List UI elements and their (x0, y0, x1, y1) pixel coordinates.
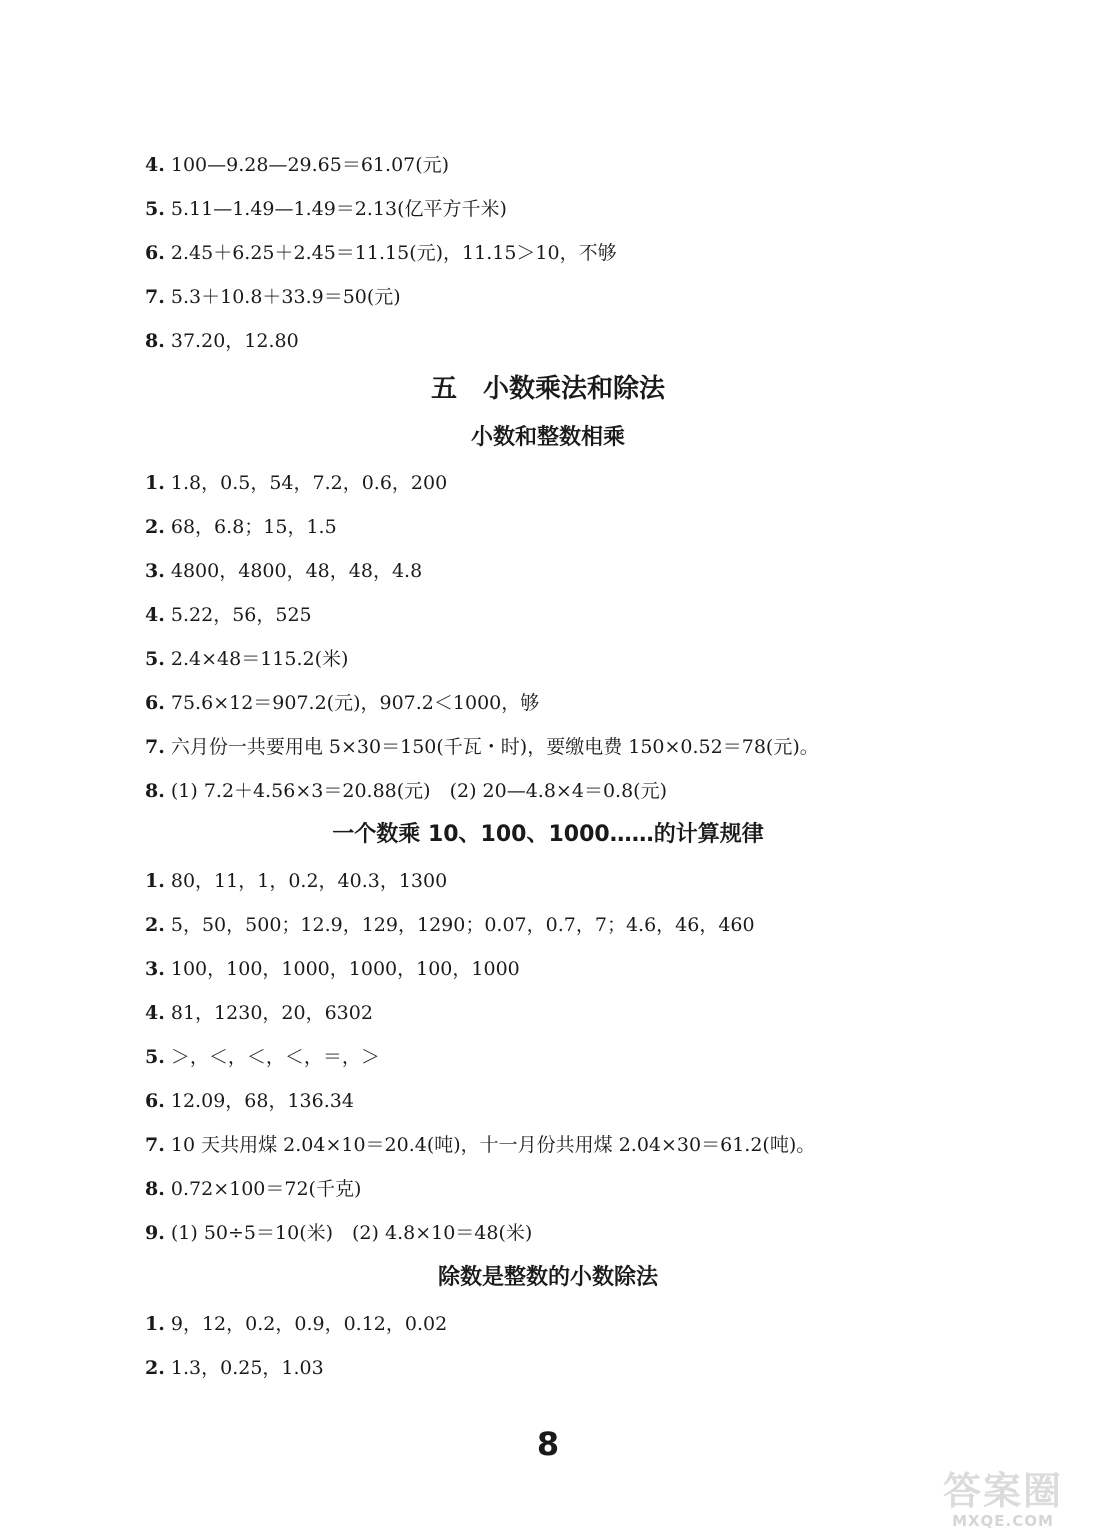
item-number: 4. (145, 1002, 165, 1024)
item-number: 2. (145, 1357, 165, 1379)
answer-item (145, 1044, 380, 1070)
item-text: 37.20，12.80 (164, 330, 299, 352)
item-text: 100，100，1000，1000，100，1000 (164, 958, 520, 980)
answer-item (145, 558, 422, 584)
answer-item (145, 1088, 354, 1114)
item-number: 7. (145, 736, 165, 758)
item-number: 5. (145, 198, 165, 220)
item-text: 1.8，0.5，54，7.2，0.6，200 (164, 472, 448, 494)
answer-item (145, 1176, 361, 1202)
answer-item (145, 1000, 373, 1026)
answer-item (145, 1220, 532, 1246)
answer-item (145, 240, 617, 266)
watermark-site-text: MXQE.COM (952, 1512, 1054, 1530)
item-number: 7. (145, 286, 165, 308)
answer-item (145, 1311, 447, 1337)
chapter-title: 五 小数乘法和除法 (430, 374, 665, 404)
answer-item (145, 470, 447, 496)
item-number: 4. (145, 604, 165, 626)
item-text: 4800，4800，48，48，4.8 (164, 560, 423, 582)
answer-item (145, 690, 539, 716)
item-text: 5.22，56，525 (164, 604, 312, 626)
item-text: 12.09，68，136.34 (164, 1090, 354, 1112)
answer-item (145, 912, 755, 938)
item-text: 68，6.8；15，1.5 (164, 516, 337, 538)
watermark-logo (918, 1460, 1088, 1530)
item-number: 6. (145, 692, 165, 714)
item-text: 5.3＋10.8＋33.9＝50(元) (164, 286, 401, 308)
item-number: 3. (145, 958, 165, 980)
item-text: 5.11—1.49—1.49＝2.13(亿平方千米) (164, 198, 507, 220)
item-text: 1.3，0.25，1.03 (164, 1357, 324, 1379)
item-number: 8. (145, 1178, 165, 1200)
item-number: 7. (145, 1134, 165, 1156)
item-number: 5. (145, 648, 165, 670)
item-number: 2. (145, 516, 165, 538)
answer-item (145, 956, 520, 982)
item-text: 2.45＋6.25＋2.45＝11.15(元)，11.15＞10，不够 (164, 242, 617, 264)
answer-item (145, 196, 507, 222)
item-number: 6. (145, 1090, 165, 1112)
section-title: 除数是整数的小数除法 (437, 1265, 658, 1290)
answer-item (145, 514, 337, 540)
item-number: 2. (145, 914, 165, 936)
item-number: 8. (145, 330, 165, 352)
item-text: (1) 50÷5＝10(米) (2) 4.8×10＝48(米) (164, 1222, 533, 1244)
item-number: 4. (145, 154, 165, 176)
item-text: 75.6×12＝907.2(元)，907.2＜1000，够 (164, 692, 540, 714)
item-text: 5，50，500；12.9，129，1290；0.07，0.7，7；4.6，46，460 (164, 914, 755, 936)
item-text: 0.72×100＝72(千克) (164, 1178, 362, 1200)
item-number: 1. (145, 1313, 165, 1335)
watermark-logo-text: 答案圈 (942, 1469, 1063, 1513)
section-title: 一个数乘 10、100、1000……的计算规律 (332, 822, 764, 847)
item-text: 9，12，0.2，0.9，0.12，0.02 (164, 1313, 448, 1335)
item-text: 10 天共用煤 2.04×10＝20.4(吨)，十一月份共用煤 2.04×30＝61.2(吨)。 (164, 1134, 816, 1156)
answer-item (145, 1132, 815, 1158)
item-text: ＞，＜，＜，＜，＝，＞ (164, 1046, 380, 1068)
answer-item (145, 734, 819, 760)
page-number: 8 (536, 1425, 560, 1463)
answer-item (145, 602, 312, 628)
item-number: 8. (145, 780, 165, 802)
answer-item (145, 1355, 324, 1381)
item-number: 9. (145, 1222, 165, 1244)
answer-item (145, 152, 449, 178)
item-text: 2.4×48＝115.2(米) (164, 648, 349, 670)
answer-item (145, 284, 401, 310)
section-title: 小数和整数相乘 (470, 425, 625, 450)
item-text: 80，11，1，0.2，40.3，1300 (164, 870, 448, 892)
item-number: 6. (145, 242, 165, 264)
item-text: 六月份一共要用电 5×30＝150(千瓦・时)，要缴电费 150×0.52＝78(元)。 (164, 736, 819, 758)
item-text: 100—9.28—29.65＝61.07(元) (164, 154, 450, 176)
answer-item (145, 778, 667, 804)
item-number: 1. (145, 472, 165, 494)
answer-item (145, 868, 447, 894)
answer-item (145, 328, 299, 354)
item-number: 3. (145, 560, 165, 582)
item-number: 5. (145, 1046, 165, 1068)
item-text: 81，1230，20，6302 (164, 1002, 373, 1024)
item-number: 1. (145, 870, 165, 892)
answer-item (145, 646, 348, 672)
item-text: (1) 7.2＋4.56×3＝20.88(元) (2) 20—4.8×4＝0.8(元) (164, 780, 667, 802)
